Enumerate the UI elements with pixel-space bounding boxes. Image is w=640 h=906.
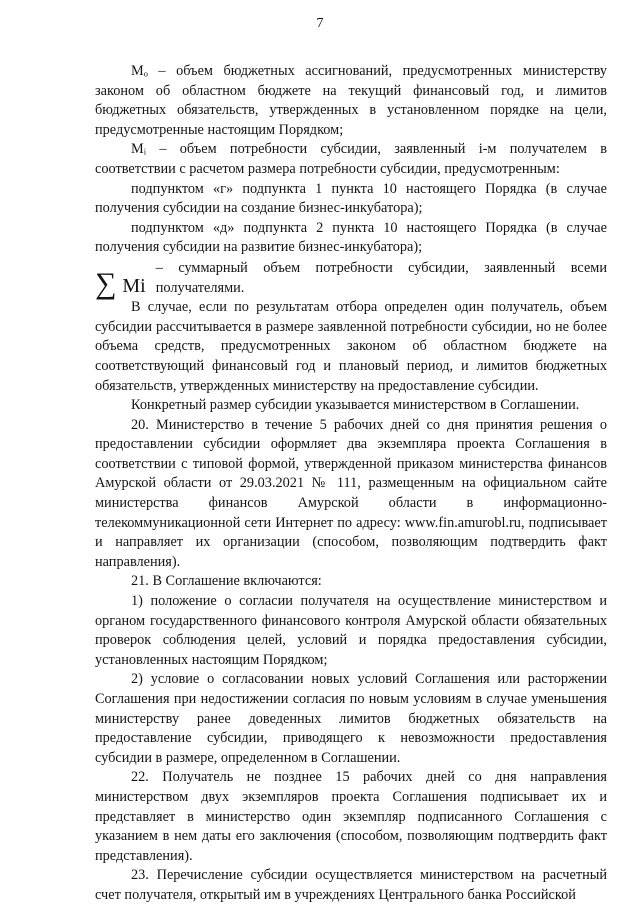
paragraph: 1) положение о согласии получателя на осуществление министерством и органом государственного финансового контроля Амурской области обязательных проверок соблюдения целей, условий и порядка предоставления субсидии, установленных настоящим Порядком; xyxy=(95,593,607,668)
paragraph: В случае, если по результатам отбора определен один получатель, объем субсидии рассчитывается в размере заявленной потребности субсидии, но не более объема средств, предусмотренных законом об областном бюджете на соответствующий финансовый год и плановый период, и лимитов бюджетных обязательств, утвержденных министерству на предоставление субсидии. xyxy=(95,299,607,394)
paragraph: подпунктом «д» подпункта 2 пункта 10 настоящего Порядка (в случае получения субсидии на развитие бизнес-инкубатора); xyxy=(95,219,607,256)
paragraph: Конкретный размер субсидии указывается министерством в Соглашении. xyxy=(131,397,580,414)
sum-description: – суммарный объем потребности субсидии, заявленный всеми получателями. xyxy=(155,259,607,296)
paragraph: 23. Перечисление субсидии осуществляется министерством на расчетный счет получателя, открытый им в учреждениях Центрального банка Российской xyxy=(95,867,607,903)
sum-symbol: ∑ xyxy=(95,267,117,301)
sum-formula xyxy=(95,259,607,301)
paragraph: 22. Получатель не позднее 15 рабочих дней со дня направления министерством двух экземпляров проекта Соглашения подписывает их и представляет в министерство один экземпляр подписанного Соглашения с указанием в нем даты его заключения (способом, позволяющим подтвердить факт представления). xyxy=(95,769,607,864)
sum-variable: Mi xyxy=(122,275,146,298)
paragraph: подпунктом «г» подпункта 1 пункта 10 настоящего Порядка (в случае получения субсидии на создание бизнес-инкубатора); xyxy=(95,180,607,217)
paragraph: Mᵢ – объем потребности субсидии, заявленный i-м получателем в соответствии с расчетом размера потребности субсидии, предусмотренным: xyxy=(95,141,607,177)
page-number: 7 xyxy=(316,16,324,31)
paragraph: Mₒ – объем бюджетных ассигнований, предусмотренных министерству законом об областном бюджете на текущий финансовый год, и лимитов бюджетных обязательств, утвержденных в установленном порядке на цели, предусмотренные настоящим Порядком; xyxy=(95,63,607,138)
paragraph: 21. В Соглашение включаются: xyxy=(131,573,322,590)
paragraph: 20. Министерство в течение 5 рабочих дней со дня принятия решения о предоставлении субсидии оформляет два экземпляра проекта Соглашения в соответствии с типовой формой, утвержденной приказом министерства финансов Амурской области от 29.03.2021 № 111, размещенным на официальном сайте министерства финансов Амурской области в информационно-телекоммуникационной сети Интернет по адресу: www.fin.amurobl.ru, подписывает и направляет их организации (способом, позволяющим подтвердить факт направления). xyxy=(95,416,607,570)
paragraph: 2) условие о согласовании новых условий Соглашения или расторжении Соглашения при недостижении согласия по новым условиям в случае уменьшения министерству ранее доведенных лимитов бюджетных обязательств на предоставление субсидии, приводящего к невозможности предоставления субсидии в размере, определенном в Соглашении. xyxy=(95,671,607,766)
document-body xyxy=(95,62,607,906)
